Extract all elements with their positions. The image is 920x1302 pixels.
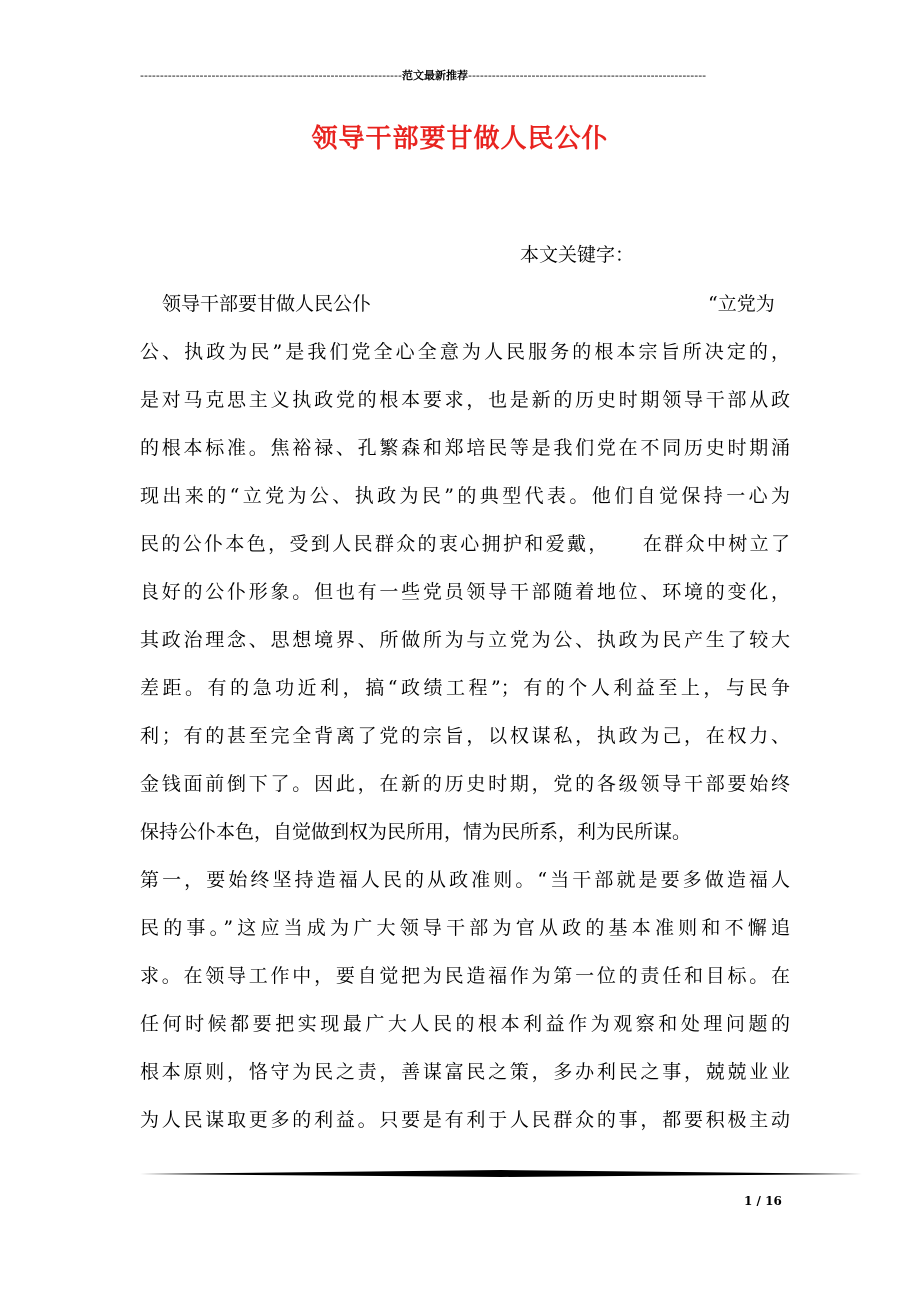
- page-number: 1 / 16: [744, 1194, 782, 1208]
- body-line: 求。在领导工作中，要自觉把为民造福作为第一位的责任和目标。在: [140, 965, 790, 987]
- header-dashes-left: ------------------------------------------------------------------: [140, 69, 402, 82]
- body-line: 任何时候都要把实现最广大人民的根本利益作为观察和处理问题的: [140, 1013, 790, 1035]
- body-line: 现出来的“立党为公、执政为民”的典型代表。他们自觉保持一心为: [140, 485, 790, 507]
- body-line: 利；有的甚至完全背离了党的宗旨，以权谋私，执政为己，在权力、: [140, 725, 790, 747]
- body-line: 差距。有的急功近利，搞“政绩工程”；有的个人利益至上，与民争: [140, 677, 790, 699]
- page-header: [140, 69, 768, 83]
- body-line: 金钱面前倒下了。因此，在新的历史时期，党的各级领导干部要始终: [140, 773, 790, 795]
- body-line: 民的事。”这应当成为广大领导干部为官从政的基本准则和不懈追: [140, 917, 790, 939]
- body-line: 保持公仆本色，自觉做到权为民所用，情为民所系，利为民所谋。: [140, 821, 692, 843]
- first-line-left: 领导干部要甘做人民公仆: [162, 293, 372, 315]
- body-line: 第一，要始终坚持造福人民的从政准则。“当干部就是要多做造福人: [140, 869, 790, 891]
- body-line: 公、执政为民”是我们党全心全意为人民服务的根本宗旨所决定的，: [140, 341, 790, 363]
- body-line: 民的公仆本色，受到人民群众的衷心拥护和爱戴， 在群众中树立了: [140, 533, 790, 555]
- first-line-right: “立党为: [708, 293, 775, 315]
- body-line: 为人民谋取更多的利益。只要是有利于人民群众的事，都要积极主动: [140, 1109, 790, 1131]
- body-line: 的根本标准。焦裕禄、孔繁森和郑培民等是我们党在不同历史时期涌: [140, 437, 790, 459]
- body-line: 是对马克思主义执政党的根本要求，也是新的历史时期领导干部从政: [140, 389, 790, 411]
- footer-rule: [140, 1170, 862, 1177]
- keywords-label: 本文关键字：: [520, 244, 635, 266]
- header-label: 范文最新推荐: [401, 69, 468, 82]
- header-dashes-right: ------------------------------------------------------------: [467, 69, 707, 82]
- body-line: 根本原则，恪守为民之责，善谋富民之策，多办利民之事，兢兢业业: [140, 1061, 790, 1083]
- body-line: 良好的公仆形象。但也有一些党员领导干部随着地位、环境的变化，: [140, 581, 790, 603]
- document-title: 领导干部要甘做人民公仆: [311, 124, 609, 154]
- body-line: 其政治理念、思想境界、所做所为与立党为公、执政为民产生了较大: [140, 629, 790, 651]
